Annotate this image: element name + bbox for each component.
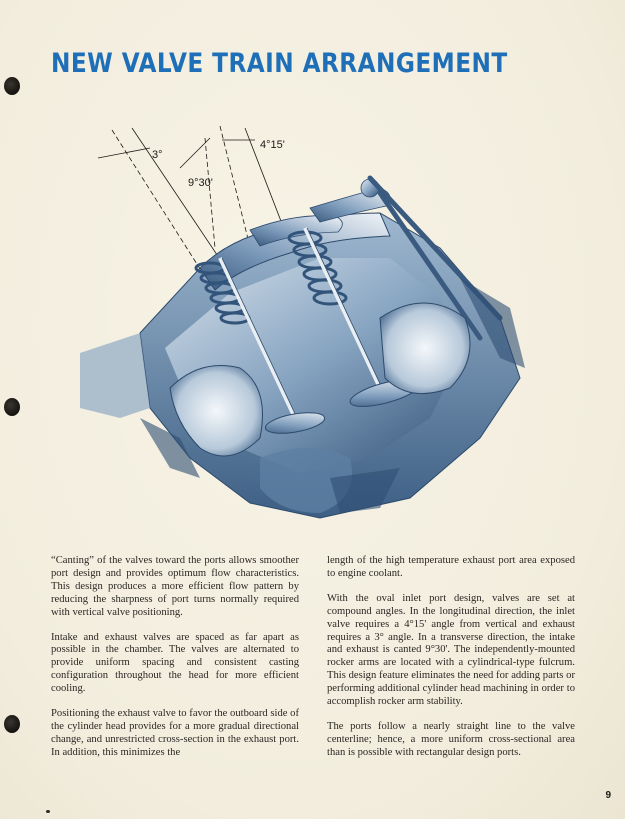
exhaust-angle-label: 3° xyxy=(152,149,163,161)
paragraph: Intake and exhaust valves are spaced as far apart as possible in the chamber. The valves are alternated to provide uniform spacing and consistent casting configuration throughout the head for more efficient cooling. xyxy=(51,631,299,695)
inlet-angle-label: 4°15' xyxy=(260,139,285,151)
page-title: NEW VALVE TRAIN ARRANGEMENT xyxy=(51,48,508,79)
binder-hole-top xyxy=(4,77,20,95)
paragraph: “Canting” of the valves toward the ports allows smoother port design and provides optimum flow characteristics. This design produces a more efficient flow pattern by reducing the sharpness of port turns normally required with vertical valve positioning. xyxy=(51,555,299,618)
binder-hole-bottom xyxy=(4,715,20,733)
binder-hole-middle xyxy=(4,398,20,416)
paragraph: length of the high temperature exhaust port area exposed to engine coolant. xyxy=(327,555,575,579)
left-text-column xyxy=(51,555,299,772)
paragraph: With the oval inlet port design, valves are set at compound angles. In the longitudinal direction, the inlet valve requires a 4°15' angle from vertical and exhaust requires a 3° angle. In a transverse direction, the intake and exhaust is canted 9°30'. The independently-mounted rocker arms are located with a cylindrical-type fulcrum. This design feature eliminates the need for adding parts or performing additional cylinder head machining in order to accomplish rocker arm stability. xyxy=(327,592,575,708)
right-text-column xyxy=(327,555,575,772)
transverse-angle-label: 9°30' xyxy=(188,177,213,189)
valve-train-cutaway-illustration xyxy=(80,118,540,528)
paragraph: The ports follow a nearly straight line to the valve centerline; hence, a more uniform cross-sectional area than is possible with rectangular design ports. xyxy=(327,720,575,758)
paragraph: Positioning the exhaust valve to favor the outboard side of the cylinder head provides for a more gradual directional change, and unrestricted cross-section in the exhaust port. In addition, this minimizes the xyxy=(51,708,299,758)
paper-speck xyxy=(46,810,50,813)
page-number: 9 xyxy=(605,790,611,801)
